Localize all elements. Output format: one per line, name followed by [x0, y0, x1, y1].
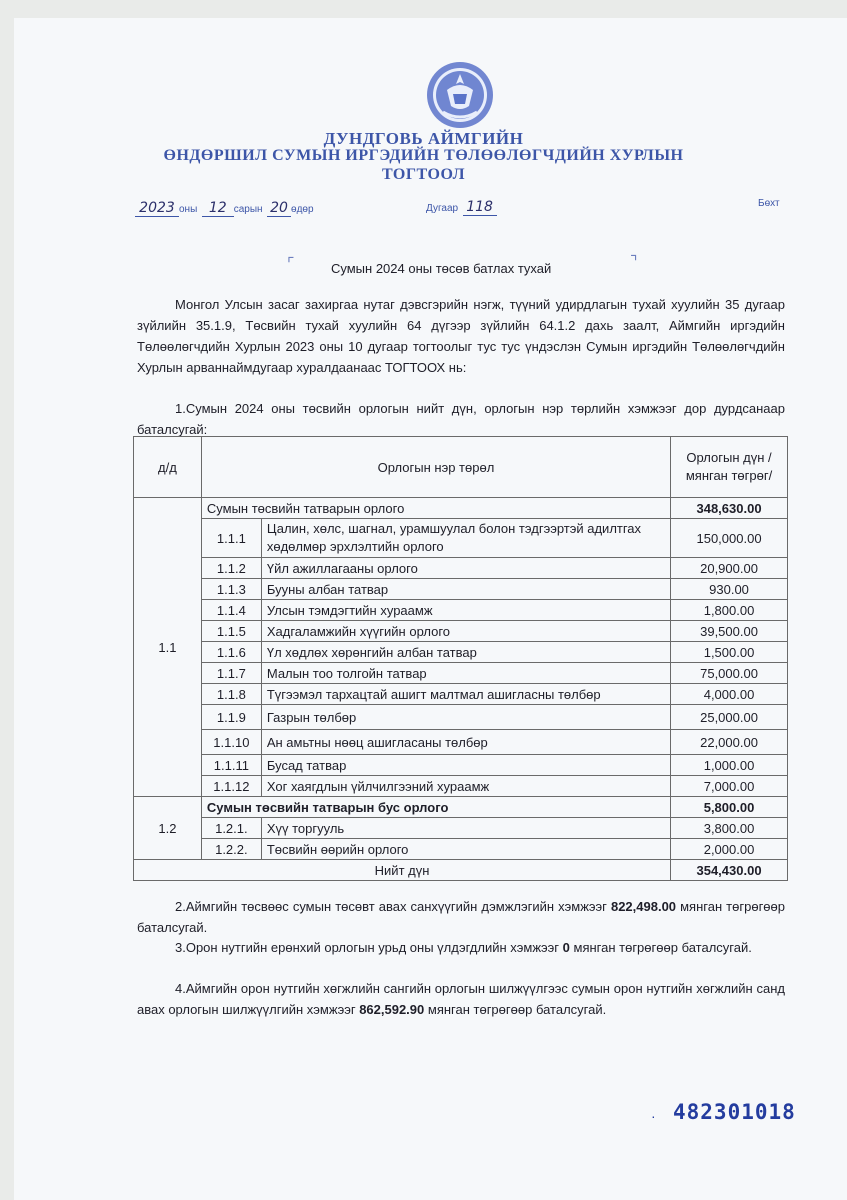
preamble-paragraph: Монгол Улсын засаг захиргаа нутаг дэвсгэрийн нэгж, түүний удирдлагын тухай хуулийн 35 дугаар зүйлийн 35.1.9, Төсвийн тухай хуулийн 64 дүгээр зүйлийн 64.1.2 дахь заалт, Аймгийн иргэдийн Төлөөлөгчдийн Хурлын 2023 оны 10 дугаар тогтоолыг тус тус үндэслэн Сумын иргэдийн Төлөөлөгчдийн Хурлын арваннаймдугаар хуралдаанаас ТОГТООХ нь: — [137, 297, 785, 375]
item-4-amount: 862,592.90 — [359, 1002, 425, 1017]
group-2-title: Сумын төсвийн татварын бус орлого — [201, 797, 670, 818]
table-row — [134, 600, 788, 621]
row-code: 1.1.7 — [201, 663, 261, 684]
row-name: Хүү торгууль — [261, 818, 670, 839]
row-amount: 25,000.00 — [671, 705, 788, 730]
row-code: 1.1.4 — [201, 600, 261, 621]
date-day: 20 — [267, 200, 291, 217]
total-row — [134, 860, 788, 881]
state-emblem-icon — [425, 60, 495, 130]
group-1-row — [134, 498, 788, 519]
group-1-title: Сумын төсвийн татварын орлого — [201, 498, 670, 519]
row-amount: 22,000.00 — [671, 730, 788, 755]
item-2-body: 2.Аймгийн төсвөөс сумын төсөвт авах санхүүгийн дэмжлэгийн хэмжээг — [175, 899, 611, 914]
table-row — [134, 776, 788, 797]
date-year: 2023 — [135, 200, 179, 217]
row-code: 1.2.1. — [201, 818, 261, 839]
table-row — [134, 684, 788, 705]
row-name: Түгээмэл тархацтай ашигт малтмал ашигласны төлбөр — [261, 684, 670, 705]
header-no: д/д — [134, 437, 202, 498]
header-name: Орлогын нэр төрөл — [201, 437, 670, 498]
item-4-body: 4.Аймгийн орон нутгийн хөгжлийн сангийн орлогын шилжүүлгээс сумын орон нутгийн хөгжлийн санд авах орлогын шилжүүлгийн хэмжээг — [137, 981, 785, 1017]
group-2-no: 1.2 — [134, 797, 202, 860]
total-value: 354,430.00 — [671, 860, 788, 881]
item-2-text — [137, 896, 785, 938]
row-name: Малын тоо толгойн татвар — [261, 663, 670, 684]
serial-number-stamp: 482301018 — [673, 1100, 796, 1124]
table-row — [134, 519, 788, 558]
table-row — [134, 730, 788, 755]
group-2-row — [134, 797, 788, 818]
table-row — [134, 755, 788, 776]
row-code: 1.1.1 — [201, 519, 261, 558]
row-code: 1.1.8 — [201, 684, 261, 705]
bracket-right: ⌝ — [630, 254, 638, 271]
row-name: Улсын тэмдэгтийн хураамж — [261, 600, 670, 621]
document-type-title: ТОГТООЛ — [381, 166, 466, 183]
subject-title: Сумын 2024 оны төсөв батлах тухай — [331, 261, 552, 276]
row-amount: 1,800.00 — [671, 600, 788, 621]
row-code: 1.2.2. — [201, 839, 261, 860]
table-row — [134, 642, 788, 663]
table-row — [134, 818, 788, 839]
stamp-dot: · — [651, 1108, 656, 1124]
bracket-left: ⌜ — [287, 256, 295, 273]
row-code: 1.1.10 — [201, 730, 261, 755]
group-2-total: 5,800.00 — [671, 797, 788, 818]
row-code: 1.1.9 — [201, 705, 261, 730]
table-row — [134, 839, 788, 860]
row-name: Хадгаламжийн хүүгийн орлого — [261, 621, 670, 642]
org-title-line1: ДУНДГОВЬ АЙМГИЙН — [323, 129, 524, 148]
item-2-tail: мянган төгрөгөөр баталсугай. — [137, 899, 785, 935]
row-amount: 75,000.00 — [671, 663, 788, 684]
number-value: 118 — [463, 199, 497, 216]
row-amount: 2,000.00 — [671, 839, 788, 860]
row-amount: 7,000.00 — [671, 776, 788, 797]
resolution-number — [426, 198, 497, 216]
row-amount: 39,500.00 — [671, 621, 788, 642]
row-amount: 1,500.00 — [671, 642, 788, 663]
row-code: 1.1.6 — [201, 642, 261, 663]
row-amount: 20,900.00 — [671, 558, 788, 579]
row-name: Бусад татвар — [261, 755, 670, 776]
row-name: Үйл ажиллагааны орлого — [261, 558, 670, 579]
item-3-tail: мянган төгрөгөөр баталсугай. — [569, 940, 752, 955]
row-code: 1.1.2 — [201, 558, 261, 579]
item-4-text — [137, 978, 785, 1020]
row-name: Газрын төлбөр — [261, 705, 670, 730]
table-row — [134, 621, 788, 642]
item-1-text: 1.Сумын 2024 оны төсвийн орлогын нийт дүн, орлогын нэр төрлийн хэмжээг дор дурдсанаар баталсугай: — [137, 401, 785, 437]
row-name: Төсвийн өөрийн орлого — [261, 839, 670, 860]
row-amount: 1,000.00 — [671, 755, 788, 776]
row-amount: 4,000.00 — [671, 684, 788, 705]
total-label: Нийт дүн — [134, 860, 671, 881]
row-name: Бууны албан татвар — [261, 579, 670, 600]
org-title-line2: ӨНДӨРШИЛ СУМЫН ИРГЭДИЙН ТӨЛӨӨЛӨГЧДИЙН ХУРЛЫН — [163, 147, 684, 164]
item-2-amount: 822,498.00 — [610, 899, 677, 914]
place-name: Бөхт — [758, 198, 780, 209]
table-row — [134, 705, 788, 730]
item-3-amount: 0 — [562, 940, 570, 955]
table-row — [134, 558, 788, 579]
row-code: 1.1.3 — [201, 579, 261, 600]
group-1-total: 348,630.00 — [671, 498, 788, 519]
date-line — [135, 199, 314, 217]
table-header-row — [134, 437, 788, 498]
table-row — [134, 579, 788, 600]
budget-table — [133, 436, 788, 881]
row-amount: 930.00 — [671, 579, 788, 600]
date-month-label: сарын — [233, 204, 263, 215]
number-label: Дугаар — [426, 203, 459, 214]
item-3-body: 3.Орон нутгийн ерөнхий орлогын урьд оны үлдэгдлийн хэмжээг — [175, 940, 563, 955]
date-month: 12 — [202, 200, 234, 217]
table-row — [134, 663, 788, 684]
group-1-no: 1.1 — [134, 498, 202, 797]
header-amount: Орлогын дүн /мянган төгрөг/ — [671, 437, 788, 498]
row-amount: 150,000.00 — [671, 519, 788, 558]
row-code: 1.1.11 — [201, 755, 261, 776]
row-amount: 3,800.00 — [671, 818, 788, 839]
item-3-text — [137, 937, 785, 958]
date-year-label: оны — [179, 204, 198, 215]
row-name: Ан амьтны нөөц ашигласаны төлбөр — [261, 730, 670, 755]
row-code: 1.1.5 — [201, 621, 261, 642]
item-4-tail: мянган төгрөгөөр баталсугай. — [424, 1002, 607, 1017]
row-name: Хог хаягдлын үйлчилгээний хураамж — [261, 776, 670, 797]
row-name: Үл хөдлөх хөрөнгийн албан татвар — [261, 642, 670, 663]
row-code: 1.1.12 — [201, 776, 261, 797]
row-name: Цалин, хөлс, шагнал, урамшуулал болон тэдгээртэй адилтгах хөдөлмөр эрхлэлтийн орлого — [261, 519, 670, 558]
date-day-label: өдөр — [291, 204, 314, 215]
